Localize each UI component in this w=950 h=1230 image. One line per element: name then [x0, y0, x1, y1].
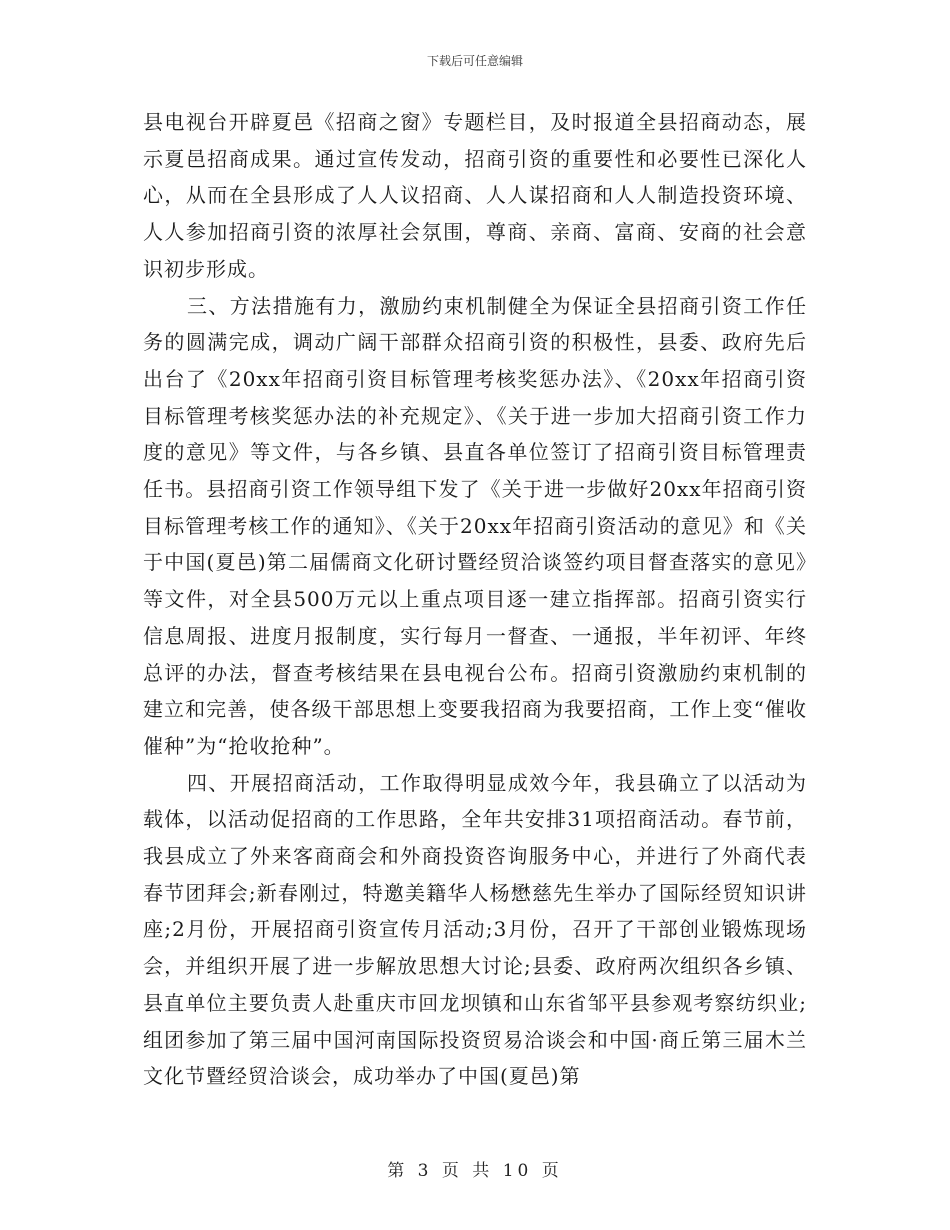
document-body [143, 104, 807, 1095]
paragraph-continuation: 县电视台开辟夏邑《招商之窗》专题栏目，及时报道全县招商动态，展示夏邑招商成果。通过宣传发动，招商引资的重要性和必要性已深化人心，从而在全县形成了人人议招商、人人谋招商和人人制造投资环境、人人参加招商引资的浓厚社会氛围，尊商、亲商、富商、安商的社会意识初步形成。 [143, 110, 807, 281]
paragraph-section-three: 三、方法措施有力，激励约束机制健全为保证全县招商引资工作任务的圆满完成，调动广阔干部群众招商引资的积极性，县委、政府先后出台了《20xx年招商引资目标管理考核奖惩办法》、《20xx年招商引资目标管理考核奖惩办法的补充规定》、《关于进一步加大招商引资工作力度的意见》等文件，与各乡镇、县直各单位签订了招商引资目标管理责任书。县招商引资工作领导组下发了《关于进一步做好20xx年招商引资目标管理考核工作的通知》、《关于20xx年招商引资活动的意见》和《关于中国(夏邑)第二届儒商文化研讨暨经贸洽谈签约项目督查落实的意见》等文件，对全县500万元以上重点项目逐一建立指挥部。招商引资实行信息周报、进度月报制度，实行每月一督查、一通报，半年初评、年终总评的办法，督查考核结果在县电视台公布。招商引资激励约束机制的建立和完善，使各级干部思想上变要我招商为我要招商，工作上变“催收催种”为“抢收抢种”。 [143, 293, 807, 758]
page-number: 第 3 页 共 10 页 [387, 1161, 563, 1181]
page-header-note: 下载后可任意编辑 [426, 54, 523, 68]
paragraph-section-four: 四、开展招商活动，工作取得明显成效今年，我县确立了以活动为载体，以活动促招商的工作思路，全年共安排31项招商活动。春节前，我县成立了外来客商商会和外商投资咨询服务中心，并进行了外商代表春节团拜会;新春刚过，特邀美籍华人杨懋慈先生举办了国际经贸知识讲座;2月份，开展招商引资宣传月活动;3月份，召开了干部创业锻炼现场会，并组织开展了进一步解放思想大讨论;县委、政府两次组织各乡镇、县直单位主要负责人赴重庆市回龙坝镇和山东省邹平县参观考察纺织业;组团参加了第三届中国河南国际投资贸易洽谈会和中国·商丘第三届木兰文化节暨经贸洽谈会，成功举办了中国(夏邑)第 [143, 770, 807, 1089]
